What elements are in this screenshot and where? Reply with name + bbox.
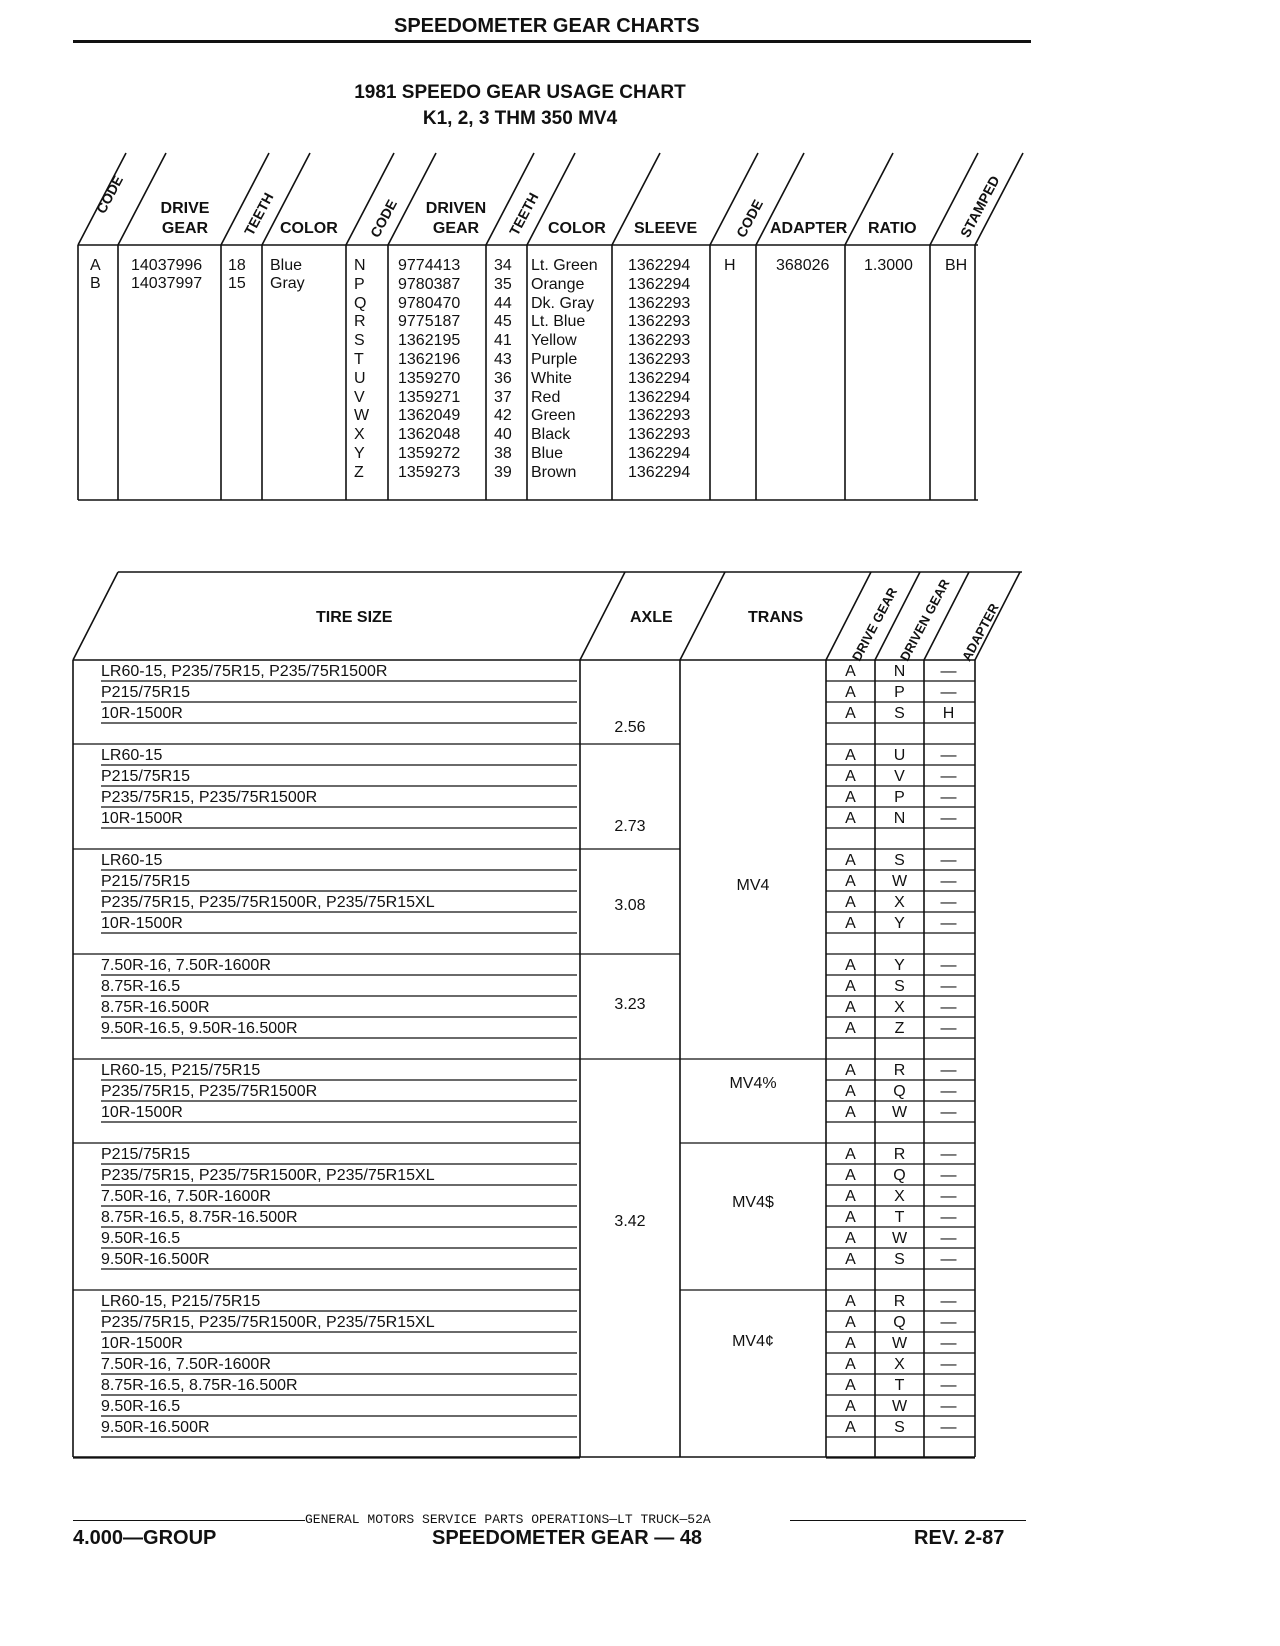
driven-sleeve: 1362294	[628, 275, 691, 293]
usage-header-axle: AXLE	[630, 609, 673, 626]
axle-value: 3.42	[614, 1213, 646, 1230]
driven-color: Brown	[531, 463, 577, 481]
adapter-gear-cell: —	[940, 873, 957, 890]
axle-value: 2.73	[614, 818, 646, 835]
driven-gear-cell: T	[894, 1377, 905, 1394]
tire-size-cell: 9.50R-16.5	[101, 1230, 181, 1247]
drive-gear-cell: A	[845, 894, 856, 911]
driven-code: W	[354, 407, 370, 425]
driven-sleeve: 1362293	[628, 294, 691, 312]
footer-ops-line: GENERAL MOTORS SERVICE PARTS OPERATIONS—LT TRUCK—52A	[305, 1512, 711, 1527]
tire-size-cell: P235/75R15, P235/75R1500R, P235/75R15XL	[101, 1167, 435, 1184]
driven-sleeve: 1362293	[628, 426, 691, 444]
drive-gear-cell: A	[845, 789, 856, 806]
driven-gear-cell: X	[894, 1188, 905, 1205]
driven-gear-cell: S	[894, 852, 905, 869]
driven-teeth: 36	[494, 369, 512, 387]
adapter-gear-cell: —	[940, 1335, 957, 1352]
tire-size-cell: P215/75R15	[101, 768, 190, 785]
adapter-gear-cell: —	[940, 1377, 957, 1394]
driven-gear-cell: V	[894, 768, 905, 785]
axle-value: 3.23	[614, 996, 646, 1013]
drive-gear-cell: A	[845, 873, 856, 890]
adapter-gear-cell: —	[940, 1209, 957, 1226]
driven-color: Black	[531, 426, 571, 444]
drive-gear-cell: A	[845, 1020, 856, 1037]
adapter-gear-cell: —	[940, 1062, 957, 1079]
driven-sleeve: 1362294	[628, 463, 691, 481]
drive-gear-cell: A	[845, 1167, 856, 1184]
axle-value: 2.56	[614, 719, 646, 736]
trans-value: MV4%	[729, 1075, 777, 1092]
tire-size-cell: LR60-15, P215/75R15	[101, 1293, 261, 1310]
driven-part: 1362048	[398, 426, 461, 444]
drive-gear-cell: A	[845, 1251, 856, 1268]
driven-teeth: 38	[494, 445, 512, 462]
adapter-gear-cell: —	[940, 768, 957, 785]
adapter-gear-cell: —	[940, 747, 957, 764]
driven-part: 1362195	[398, 332, 461, 350]
adapter-gear-cell: —	[940, 957, 957, 974]
driven-gear-cell: U	[893, 747, 906, 764]
tire-size-cell: P215/75R15	[101, 1146, 190, 1163]
tire-size-cell: P235/75R15, P235/75R1500R, P235/75R15XL	[101, 894, 435, 911]
driven-color: Blue	[531, 445, 564, 462]
driven-code: N	[354, 257, 366, 274]
trans-value: MV4	[736, 877, 770, 894]
adapter-gear-cell: —	[940, 663, 957, 680]
driven-gear-cell: Y	[894, 957, 905, 974]
usage-header-driven-gear: DRIVEN GEAR	[896, 576, 953, 664]
drive-gear-cell: A	[845, 978, 856, 995]
footer-section: SPEEDOMETER GEAR — 48	[432, 1527, 703, 1549]
driven-code: T	[354, 351, 364, 368]
driven-gear-cell: S	[894, 1419, 905, 1436]
drive-code: B	[90, 275, 101, 292]
driven-color: Red	[531, 388, 561, 406]
tire-size-cell: P235/75R15, P235/75R1500R	[101, 1083, 318, 1100]
adapter-gear-cell: —	[940, 684, 957, 701]
footer-rev: REV. 2-87	[914, 1527, 1005, 1549]
drive-gear-cell: A	[845, 684, 856, 701]
driven-sleeve: 1362294	[628, 257, 691, 274]
drive-gear-cell: A	[845, 768, 856, 785]
drive-gear-cell: A	[845, 705, 856, 722]
driven-teeth: 34	[494, 257, 512, 274]
tire-size-cell: 10R-1500R	[101, 1104, 183, 1121]
adapter-gear-cell: —	[940, 1104, 957, 1121]
driven-part: 1362196	[398, 351, 461, 368]
driven-sleeve: 1362294	[628, 445, 691, 462]
adapter-gear-cell: —	[940, 978, 957, 995]
drive-gear-cell: A	[845, 810, 856, 827]
chart-subtitle: K1, 2, 3 THM 350 MV4	[422, 108, 618, 129]
driven-code: Q	[354, 294, 367, 312]
gear-header-drive-2: GEAR	[161, 220, 209, 237]
tire-size-cell: 10R-1500R	[101, 705, 183, 722]
driven-teeth: 41	[494, 332, 512, 350]
drive-gear-cell: A	[845, 1293, 856, 1310]
driven-gear-cell: S	[894, 1251, 905, 1268]
driven-part: 1359270	[398, 369, 461, 387]
tire-size-cell: P215/75R15	[101, 684, 190, 701]
gear-header-stamped: STAMPED	[956, 172, 1003, 240]
driven-teeth: 42	[494, 407, 512, 425]
usage-header-drive-gear: DRIVE GEAR	[848, 585, 901, 664]
tire-size-cell: 7.50R-16, 7.50R-1600R	[101, 957, 271, 974]
tire-size-cell: LR60-15	[101, 852, 163, 869]
usage-header-adapter: ADAPTER	[958, 600, 1002, 664]
driven-code: P	[354, 275, 365, 293]
usage-header-trans: TRANS	[748, 609, 804, 626]
usage-table	[0, 560, 1280, 1460]
gear-header-driven-1: DRIVEN	[425, 200, 487, 217]
adapter-gear-cell: —	[940, 1398, 957, 1415]
axle-value: 3.08	[614, 897, 646, 914]
drive-gear-cell: A	[845, 1398, 856, 1415]
usage-header-tire-size: TIRE SIZE	[316, 609, 393, 626]
adapter-gear-cell: —	[940, 1314, 957, 1331]
tire-size-cell: LR60-15	[101, 747, 163, 764]
driven-code: R	[354, 313, 366, 331]
drive-gear-cell: A	[845, 957, 856, 974]
drive-gear-cell: A	[845, 1419, 856, 1436]
gear-header-drive-1: DRIVE	[160, 200, 210, 217]
drive-code: A	[90, 257, 101, 274]
adapter-gear-cell: —	[940, 852, 957, 869]
driven-gear-cell: Z	[894, 1020, 905, 1037]
driven-gear-cell: N	[893, 810, 906, 827]
adapter-code: H	[724, 257, 736, 274]
adapter-gear-cell: —	[940, 1020, 957, 1037]
driven-gear-cell: R	[893, 1062, 906, 1079]
drive-gear-cell: A	[845, 1314, 856, 1331]
gear-header-code-1: CODE	[92, 172, 127, 216]
drive-gear-cell: A	[845, 915, 856, 932]
tire-size-cell: P235/75R15, P235/75R1500R, P235/75R15XL	[101, 1314, 435, 1331]
drive-gear-cell: A	[845, 663, 856, 680]
tire-size-cell: 7.50R-16, 7.50R-1600R	[101, 1356, 271, 1373]
drive-gear-cell: A	[845, 1146, 856, 1163]
adapter-gear-cell: —	[940, 1083, 957, 1100]
driven-sleeve: 1362293	[628, 407, 691, 425]
driven-gear-cell: W	[891, 1230, 908, 1247]
gear-header-ratio: RATIO	[868, 220, 917, 237]
adapter-gear-cell: —	[940, 1146, 957, 1163]
page-header: SPEEDOMETER GEAR CHARTS	[394, 15, 700, 37]
drive-part: 14037996	[131, 257, 203, 274]
driven-color: Lt. Blue	[531, 313, 586, 331]
driven-code: X	[354, 426, 365, 444]
driven-gear-cell: W	[891, 873, 908, 890]
drive-gear-cell: A	[845, 1230, 856, 1247]
drive-gear-cell: A	[845, 1335, 856, 1352]
driven-gear-cell: T	[894, 1209, 905, 1226]
adapter-ratio: 1.3000	[864, 257, 913, 274]
gear-header-color-2: COLOR	[548, 220, 606, 237]
driven-code: V	[354, 388, 365, 406]
driven-color: White	[531, 369, 572, 387]
tire-size-cell: 10R-1500R	[101, 810, 183, 827]
driven-part: 1362049	[398, 407, 461, 425]
adapter-gear-cell: —	[940, 1230, 957, 1247]
adapter-gear-cell: H	[942, 705, 955, 722]
gear-header-adapter: ADAPTER	[770, 220, 848, 237]
drive-gear-cell: A	[845, 852, 856, 869]
drive-part: 14037997	[131, 275, 203, 292]
driven-color: Lt. Green	[531, 257, 598, 274]
driven-color: Dk. Gray	[531, 294, 595, 312]
driven-gear-cell: R	[893, 1146, 906, 1163]
driven-gear-cell: N	[893, 663, 906, 680]
gear-header-color-1: COLOR	[280, 220, 338, 237]
trans-value: MV4¢	[732, 1333, 774, 1350]
driven-gear-cell: Y	[894, 915, 905, 932]
gear-header-code-2: CODE	[366, 196, 401, 240]
driven-part: 9780387	[398, 275, 461, 293]
driven-gear-cell: X	[894, 894, 905, 911]
drive-color: Blue	[270, 257, 303, 274]
adapter-gear-cell: —	[940, 1251, 957, 1268]
tire-size-cell: 9.50R-16.5, 9.50R-16.500R	[101, 1020, 298, 1037]
adapter-stamped: BH	[945, 257, 968, 274]
adapter-gear-cell: —	[940, 894, 957, 911]
driven-gear-cell: P	[894, 789, 905, 806]
driven-gear-cell: X	[894, 999, 905, 1016]
adapter-gear-cell: —	[940, 1188, 957, 1205]
driven-code: Y	[354, 445, 365, 462]
drive-gear-cell: A	[845, 1377, 856, 1394]
tire-size-cell: 8.75R-16.5, 8.75R-16.500R	[101, 1209, 298, 1226]
tire-size-cell: 9.50R-16.500R	[101, 1251, 210, 1268]
drive-gear-cell: A	[845, 1083, 856, 1100]
drive-gear-cell: A	[845, 1188, 856, 1205]
driven-code: Z	[354, 463, 364, 481]
driven-sleeve: 1362293	[628, 313, 691, 331]
driven-gear-cell: P	[894, 684, 905, 701]
driven-code: U	[354, 369, 366, 387]
adapter-part: 368026	[776, 257, 830, 274]
driven-part: 1359272	[398, 445, 461, 462]
driven-color: Purple	[531, 351, 578, 368]
driven-teeth: 35	[494, 275, 512, 293]
drive-gear-cell: A	[845, 1104, 856, 1121]
adapter-gear-cell: —	[940, 915, 957, 932]
adapter-gear-cell: —	[940, 789, 957, 806]
drive-gear-cell: A	[845, 999, 856, 1016]
adapter-gear-cell: —	[940, 999, 957, 1016]
tire-size-cell: 8.75R-16.5, 8.75R-16.500R	[101, 1377, 298, 1394]
tire-size-cell: LR60-15, P215/75R15	[101, 1062, 261, 1079]
drive-gear-cell: A	[845, 1356, 856, 1373]
driven-part: 1359271	[398, 388, 461, 406]
drive-gear-cell: A	[845, 1062, 856, 1079]
tire-size-cell: 9.50R-16.5	[101, 1398, 181, 1415]
gear-header-code-3: CODE	[732, 196, 767, 240]
driven-gear-cell: W	[891, 1104, 908, 1121]
driven-sleeve: 1362293	[628, 332, 691, 350]
driven-sleeve: 1362294	[628, 388, 691, 406]
gear-header-teeth-2: TEETH	[505, 189, 542, 238]
driven-color: Yellow	[531, 332, 577, 350]
driven-teeth: 37	[494, 388, 512, 406]
driven-gear-cell: S	[894, 705, 905, 722]
driven-code: S	[354, 332, 365, 350]
adapter-gear-cell: —	[940, 1293, 957, 1310]
driven-gear-cell: W	[891, 1398, 908, 1415]
drive-gear-cell: A	[845, 747, 856, 764]
gear-chart	[0, 0, 1280, 520]
adapter-gear-cell: —	[940, 810, 957, 827]
gear-header-teeth-1: TEETH	[240, 189, 277, 238]
driven-part: 9780470	[398, 294, 461, 312]
driven-part: 1359273	[398, 463, 461, 481]
driven-teeth: 44	[494, 294, 512, 312]
driven-gear-cell: Q	[893, 1083, 906, 1100]
footer-rule-right	[790, 1520, 1026, 1521]
driven-gear-cell: R	[893, 1293, 906, 1310]
tire-size-cell: 8.75R-16.500R	[101, 999, 210, 1016]
driven-color: Green	[531, 407, 576, 425]
tire-size-cell: LR60-15, P235/75R15, P235/75R1500R	[101, 663, 388, 680]
tire-size-cell: P235/75R15, P235/75R1500R	[101, 789, 318, 806]
drive-teeth: 15	[228, 275, 246, 292]
driven-gear-cell: Q	[893, 1314, 906, 1331]
driven-gear-cell: Q	[893, 1167, 906, 1184]
footer-rule-left	[73, 1520, 305, 1521]
driven-sleeve: 1362293	[628, 351, 691, 368]
drive-teeth: 18	[228, 257, 246, 274]
driven-teeth: 39	[494, 463, 512, 481]
tire-size-cell: 10R-1500R	[101, 915, 183, 932]
drive-color: Gray	[270, 275, 305, 292]
driven-sleeve: 1362294	[628, 369, 691, 387]
tire-size-cell: 9.50R-16.500R	[101, 1419, 210, 1436]
adapter-gear-cell: —	[940, 1356, 957, 1373]
driven-part: 9775187	[398, 313, 461, 331]
driven-part: 9774413	[398, 257, 461, 274]
chart-title: 1981 SPEEDO GEAR USAGE CHART	[354, 82, 686, 103]
usage-rows	[0, 560, 1000, 1460]
adapter-gear-cell: —	[940, 1167, 957, 1184]
driven-teeth: 40	[494, 426, 512, 444]
drive-gear-cell: A	[845, 1209, 856, 1226]
gear-header-driven-2: GEAR	[432, 220, 480, 237]
driven-color: Orange	[531, 275, 585, 293]
tire-size-cell: 8.75R-16.5	[101, 978, 181, 995]
gear-header-sleeve: SLEEVE	[634, 220, 698, 237]
driven-teeth: 43	[494, 351, 512, 368]
driven-gear-cell: W	[891, 1335, 908, 1352]
tire-size-cell: P215/75R15	[101, 873, 190, 890]
trans-value: MV4$	[732, 1194, 774, 1211]
tire-size-cell: 10R-1500R	[101, 1335, 183, 1352]
driven-gear-cell: S	[894, 978, 905, 995]
tire-size-cell: 7.50R-16, 7.50R-1600R	[101, 1188, 271, 1205]
footer-group: 4.000—GROUP	[73, 1527, 217, 1549]
driven-gear-cell: X	[894, 1356, 905, 1373]
adapter-gear-cell: —	[940, 1419, 957, 1436]
driven-teeth: 45	[494, 313, 512, 331]
